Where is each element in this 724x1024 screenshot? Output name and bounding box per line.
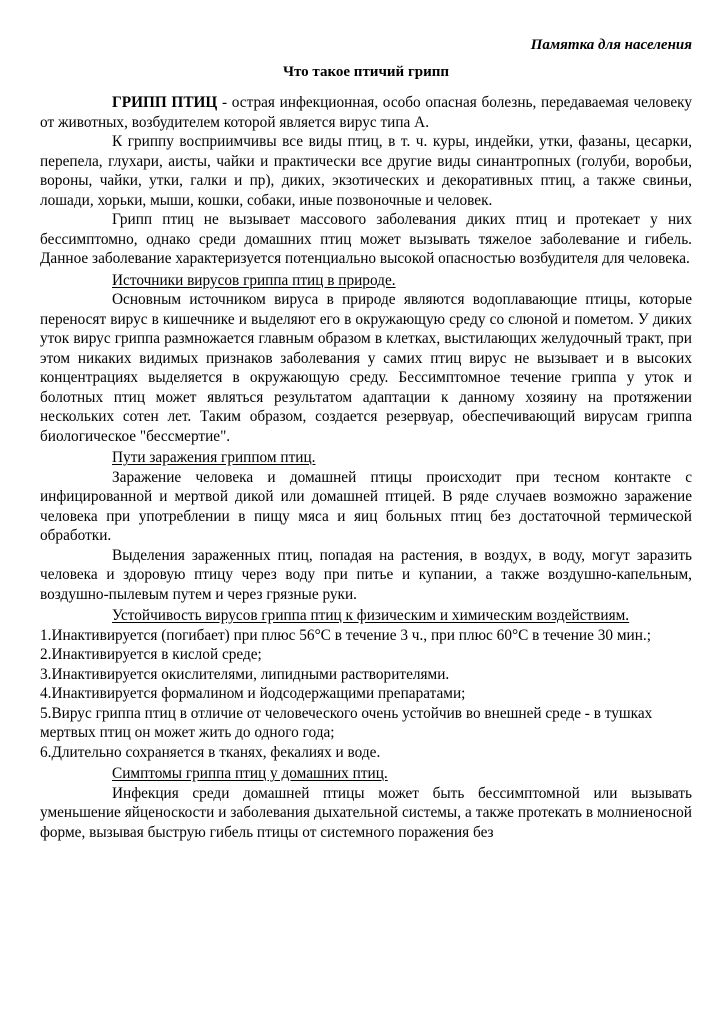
resistance-item-4: 4.Инактивируется формалином и йодсодержащими препаратами; <box>40 685 466 702</box>
infection-paragraph-1: Заражение человека и домашней птицы происходит при тесном контакте с инфицированной и мертвой дикой или домашней птицей. В ряде случаев возможно заражение человека при употреблении в пищу мяса и яиц больных птиц без достаточной термической обработки. <box>40 468 692 544</box>
resistance-item-1: 1.Инактивируется (погибает) при плюс 56°С в течение 3 ч., при плюс 60°С в течение 30 мин.; <box>40 626 651 644</box>
resistance-item-5: 5.Вирус гриппа птиц в отличие от человеческого очень устойчив во внешней среде - в тушках мертвых птиц он может жить до одного года; <box>40 704 653 741</box>
symptoms-paragraph: Инфекция среди домашней птицы может быть бессимптомной или вызывать уменьшение яйценоскости и заболевания дыхательной системы, а также протекать в молниеносной форме, вызывая быструю гибель птицы от системного поражения без <box>40 784 692 841</box>
document-title: Что такое птичий грипп <box>282 64 450 80</box>
resistance-item-6: 6.Длительно сохраняется в тканях, фекалиях и воде. <box>40 743 381 761</box>
intro-lead-text: - острая инфекционная, особо опасная болезнь, передаваемая человеку от животных, возбудителем которой является вирус типа А. <box>40 94 692 131</box>
sources-paragraph: Основным источником вируса в природе являются водоплавающие птицы, которые переносят вирус в кишечнике и выделяют его в окружающую среду со слюной и пометом. У диких уток вирус гриппа размножается главным образом в клетках, выстилающих желудочный тракт, при этом никаких видимых признаков заболевания у самих птиц вирус не вызывает и в высоких концентрациях выделяется в окружающую среду. Бессимптомное течение гриппа у уток и болотных птиц может являться результатом адаптации к данному хозяину на протяжении нескольких сотен лет. Таким образом, создается резервуар, обеспечивающий вирусам гриппа биологическое "бессмертие". <box>40 291 692 445</box>
intro-lead-term: ГРИПП ПТИЦ <box>112 94 218 111</box>
resistance-heading: Устойчивость вирусов гриппа птиц к физическим и химическим воздействиям. <box>112 607 630 624</box>
resistance-item-2: 2.Инактивируется в кислой среде; <box>40 646 262 663</box>
intro-paragraph-1 <box>40 93 692 132</box>
intro-paragraph-2: К гриппу восприимчивы все виды птиц, в т. ч. куры, индейки, утки, фазаны, цесарки, перепела, глухари, аисты, чайки и практически все другие виды синантропных (голуби, воробьи, вороны, чайки, утки, галки и пр), диких, экзотических и декоративных птиц, а также свиньи, лошади, хорьки, мыши, кошки, собаки, иные позвоночные и человек. <box>40 133 692 209</box>
infection-paragraph-2: Выделения зараженных птиц, попадая на растения, в воздух, в воду, могут заразить человека и здоровую птицу через воду при питье и купании, а также воздушно-капельным, воздушно-пылевым путем и через грязные руки. <box>40 546 692 603</box>
intro-paragraph-3: Грипп птиц не вызывает массового заболевания диких птиц и протекает у них бессимптомно, однако среди домашних птиц может вызывать тяжелое заболевание и гибель. Данное заболевание характеризуется потенциально высокой опасностью возбудителя для человека. <box>40 211 692 267</box>
sources-heading: Источники вирусов гриппа птиц в природе. <box>112 271 396 289</box>
symptoms-heading: Симптомы гриппа птиц у домашних птиц. <box>112 765 388 782</box>
audience-label: Памятка для населения <box>530 37 692 53</box>
infection-heading: Пути заражения гриппом птиц. <box>112 449 316 466</box>
resistance-item-3: 3.Инактивируется окислителями, липидными растворителями. <box>40 665 450 683</box>
